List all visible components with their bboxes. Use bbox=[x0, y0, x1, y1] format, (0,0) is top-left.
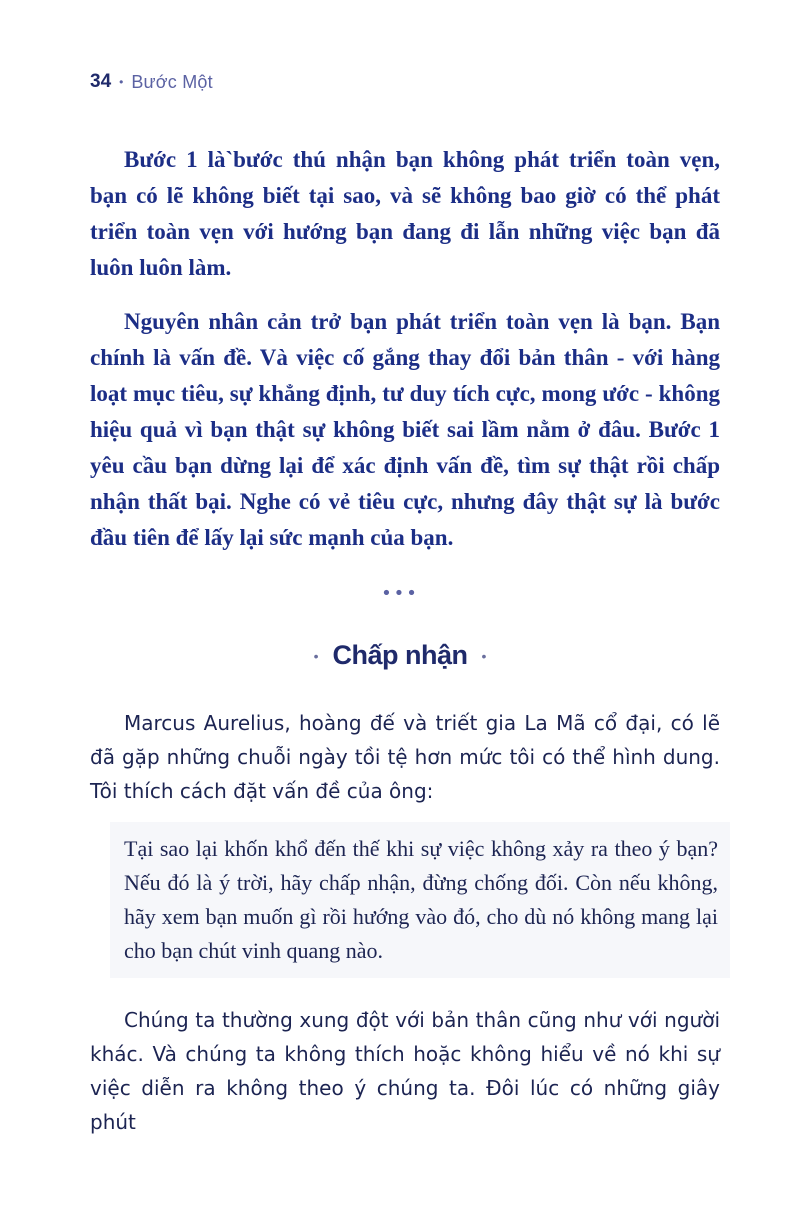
chapter-name: Bước Một bbox=[131, 71, 213, 92]
section-divider: ••• bbox=[381, 583, 419, 604]
quote-text: Tại sao lại khốn khổ đến thế khi sự việc không xảy ra theo ý bạn? Nếu đó là ý trời, hãy chấp nhận, đừng chống đối. Còn nếu không, hãy xem bạn muốn gì rồi hướng vào đó, cho dù nó không mang lại cho bạn chút vinh quang nào. bbox=[124, 836, 718, 963]
body-paragraph-1: Marcus Aurelius, hoàng đế và triết gia La Mã cổ đại, có lẽ đã gặp những chuỗi ngày tồi tệ hơn mức tôi có thể hình dung. Tôi thích cách đặt vấn đề của ông: bbox=[90, 711, 720, 803]
running-header bbox=[90, 68, 213, 96]
quote-block bbox=[110, 822, 730, 978]
intro-paragraph: Nguyên nhân cản trở bạn phát triển toàn vẹn là bạn. Bạn chính là vấn đề. Và việc cố gắng thay đổi bản thân - với hàng loạt mục tiêu, sự khẳng định, tư duy tích cực, mong ước - không hiệu quả vì bạn thật sự không biết sai lầm nằm ở đâu. Bước 1 yêu cầu bạn dừng lại để xác định vấn đề, tìm sự thật rồi chấp nhận thất bại. Nghe có vẻ tiêu cực, nhưng đây thật sự là bước đầu tiên để lấy lại sức mạnh của bạn. bbox=[90, 309, 720, 550]
intro-paragraph: Bước 1 là`bước thú nhận bạn không phát triển toàn vẹn, bạn có lẽ không biết tại sao, và sẽ không bao giờ có thể phát triển toàn vẹn với hướng bạn đang đi lẫn những việc bạn đã luôn luôn làm. bbox=[90, 147, 720, 280]
section-heading bbox=[0, 640, 800, 671]
heading-bullet-right: • bbox=[481, 647, 487, 664]
page-number: 34 bbox=[90, 71, 112, 92]
section-title: Chấp nhận bbox=[332, 640, 468, 670]
body-paragraph-2: Chúng ta thường xung đột với bản thân cũng như với người khác. Và chúng ta không thích hoặc không hiểu về nó khi sự việc diễn ra không theo ý chúng ta. Đôi lúc có những giây phút bbox=[90, 1008, 720, 1134]
intro-block bbox=[90, 142, 720, 574]
header-separator-bullet: • bbox=[119, 75, 124, 89]
heading-bullet-left: • bbox=[313, 647, 319, 664]
